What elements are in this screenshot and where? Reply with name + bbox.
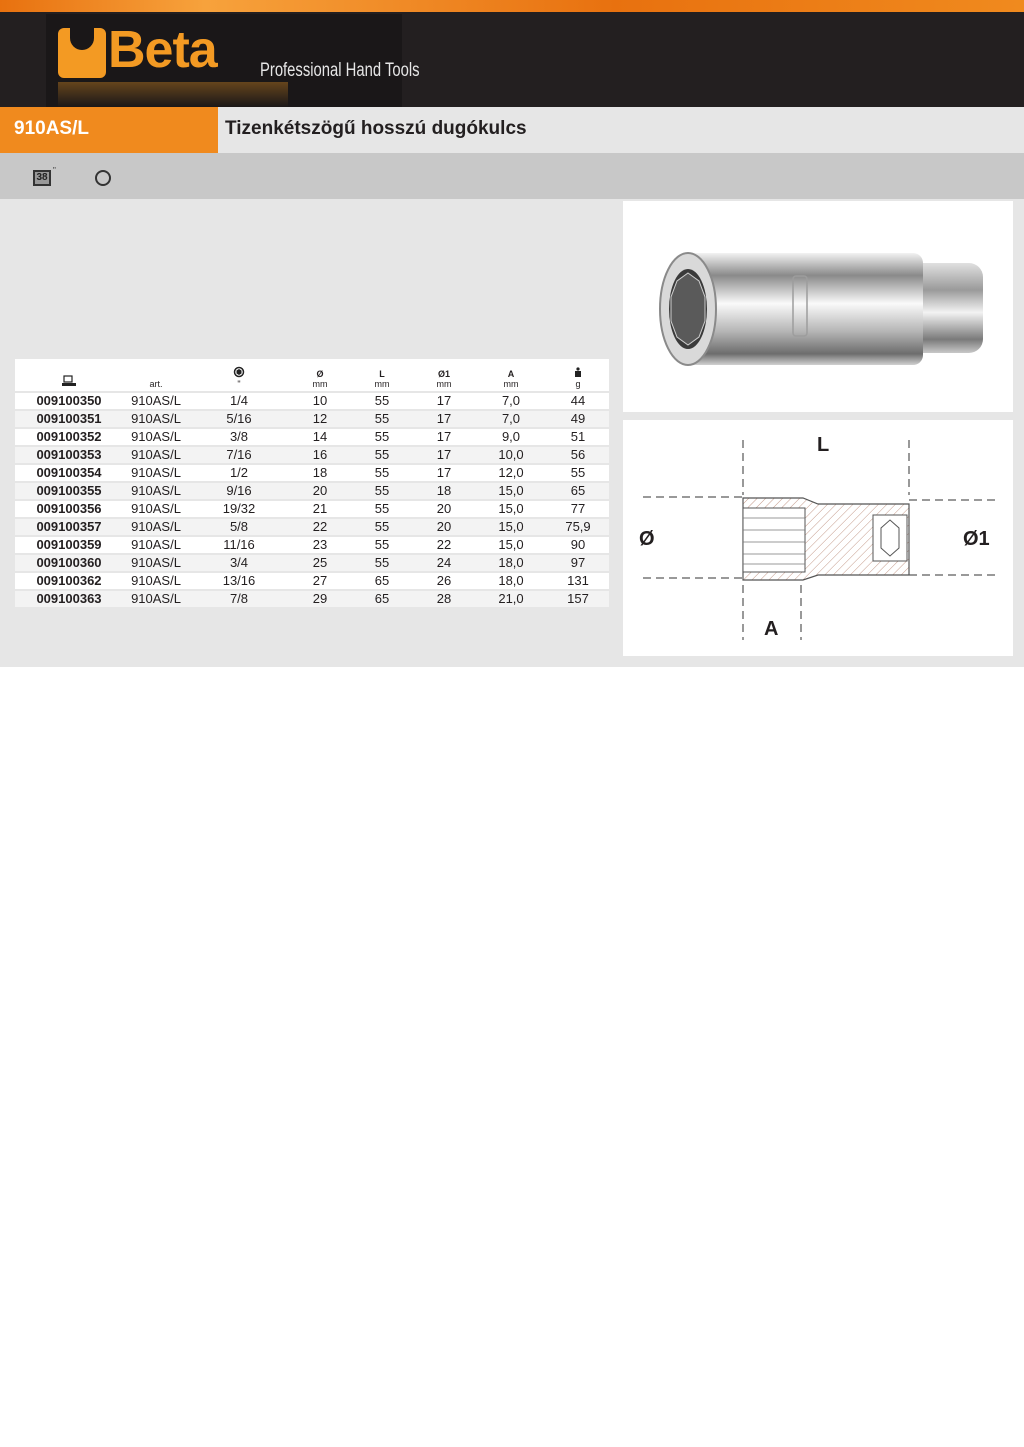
drive-inch-mark: " [53, 166, 56, 175]
table-cell: 44 [547, 392, 609, 410]
table-cell: 15,0 [475, 482, 547, 500]
table-cell: 55 [351, 464, 413, 482]
table-cell: 3/4 [189, 554, 289, 572]
table-cell: 18 [289, 464, 351, 482]
table-row [15, 518, 609, 536]
table-row [15, 428, 609, 446]
table-cell: 24 [413, 554, 475, 572]
table-cell: 009100354 [15, 464, 123, 482]
table-cell: 1/4 [189, 392, 289, 410]
col-drive-size: " [189, 359, 289, 392]
product-code-box [0, 107, 218, 153]
table-cell: 910AS/L [123, 500, 189, 518]
table-row [15, 590, 609, 607]
table-cell: 28 [413, 590, 475, 607]
drive-size-icon: 38 [33, 170, 51, 186]
table-cell: 12 [289, 410, 351, 428]
table-cell: 25 [289, 554, 351, 572]
table-cell: 131 [547, 572, 609, 590]
dim-label-l: L [817, 434, 830, 456]
reference-code-icon [61, 375, 77, 387]
table-cell: 21,0 [475, 590, 547, 607]
table-cell: 910AS/L [123, 590, 189, 607]
product-code: 910AS/L [14, 118, 89, 139]
table-cell: 97 [547, 554, 609, 572]
table-row [15, 536, 609, 554]
table-cell: 9,0 [475, 428, 547, 446]
table-cell: 55 [351, 428, 413, 446]
table-cell: 55 [547, 464, 609, 482]
table-cell: 17 [413, 446, 475, 464]
table-cell: 7,0 [475, 410, 547, 428]
table-cell: 13/16 [189, 572, 289, 590]
table-cell: 22 [289, 518, 351, 536]
dim-label-diameter1: Ø1 [963, 528, 990, 550]
brand-tagline: Professional Hand Tools [260, 60, 420, 81]
table-cell: 55 [351, 410, 413, 428]
table-row [15, 554, 609, 572]
table-cell: 10,0 [475, 446, 547, 464]
table-row [15, 482, 609, 500]
table-cell: 17 [413, 428, 475, 446]
table-cell: 65 [351, 590, 413, 607]
table-cell: 55 [351, 500, 413, 518]
table-cell: 1/2 [189, 464, 289, 482]
col-art: art. [123, 359, 189, 392]
brand-name: Beta [108, 21, 217, 79]
table-cell: 009100352 [15, 428, 123, 446]
table-cell: 15,0 [475, 500, 547, 518]
table-cell: 910AS/L [123, 410, 189, 428]
table-cell: 910AS/L [123, 428, 189, 446]
table-cell: 16 [289, 446, 351, 464]
table-cell: 009100350 [15, 392, 123, 410]
table-cell: 22 [413, 536, 475, 554]
table-cell: 009100362 [15, 572, 123, 590]
table-cell: 7,0 [475, 392, 547, 410]
table-cell: 009100360 [15, 554, 123, 572]
table-cell: 18 [413, 482, 475, 500]
product-title: Tizenkétszögű hosszú dugókulcs [225, 118, 527, 139]
table-cell: 009100351 [15, 410, 123, 428]
table-cell: 49 [547, 410, 609, 428]
table-cell: 009100353 [15, 446, 123, 464]
table-cell: 3/8 [189, 428, 289, 446]
table-cell: 11/16 [189, 536, 289, 554]
table-cell: 10 [289, 392, 351, 410]
table-cell: 157 [547, 590, 609, 607]
table-cell: 51 [547, 428, 609, 446]
table-cell: 12,0 [475, 464, 547, 482]
spec-table [15, 359, 609, 607]
product-photo-panel [623, 201, 1013, 412]
table-cell: 55 [351, 518, 413, 536]
bi-hex-profile-icon [95, 170, 111, 186]
col-a: A mm [475, 359, 547, 392]
table-cell: 7/8 [189, 590, 289, 607]
table-row [15, 446, 609, 464]
table-cell: 65 [547, 482, 609, 500]
socket-profile-icon [233, 367, 245, 377]
table-cell: 910AS/L [123, 446, 189, 464]
table-row [15, 464, 609, 482]
socket-photo [623, 201, 1013, 412]
icon-bar [0, 153, 1024, 199]
table-row [15, 392, 609, 410]
table-cell: 23 [289, 536, 351, 554]
table-cell: 14 [289, 428, 351, 446]
table-cell: 009100359 [15, 536, 123, 554]
top-orange-stripe [0, 0, 1024, 12]
table-cell: 65 [351, 572, 413, 590]
table-cell: 910AS/L [123, 392, 189, 410]
col-diameter: Ø mm [289, 359, 351, 392]
table-cell: 90 [547, 536, 609, 554]
table-cell: 5/16 [189, 410, 289, 428]
table-cell: 20 [413, 500, 475, 518]
table-cell: 9/16 [189, 482, 289, 500]
table-cell: 18,0 [475, 554, 547, 572]
table-row [15, 572, 609, 590]
wrench-logo-icon [58, 28, 106, 78]
table-cell: 77 [547, 500, 609, 518]
table-cell: 910AS/L [123, 572, 189, 590]
table-cell: 5/8 [189, 518, 289, 536]
table-cell: 55 [351, 554, 413, 572]
table-row [15, 500, 609, 518]
col-weight: g [547, 359, 609, 392]
col-reference [15, 359, 123, 392]
table-cell: 20 [413, 518, 475, 536]
table-cell: 55 [351, 392, 413, 410]
table-cell: 18,0 [475, 572, 547, 590]
table-cell: 910AS/L [123, 464, 189, 482]
table-cell: 56 [547, 446, 609, 464]
table-cell: 910AS/L [123, 536, 189, 554]
table-cell: 7/16 [189, 446, 289, 464]
dim-label-a: A [764, 618, 779, 640]
table-cell: 910AS/L [123, 518, 189, 536]
title-bar [0, 107, 1024, 153]
table-cell: 17 [413, 464, 475, 482]
dim-label-diameter: Ø [639, 528, 655, 550]
col-diameter1: Ø1 mm [413, 359, 475, 392]
table-cell: 55 [351, 536, 413, 554]
table-cell: 75,9 [547, 518, 609, 536]
weight-icon [574, 367, 582, 377]
table-cell: 009100356 [15, 500, 123, 518]
table-cell: 910AS/L [123, 554, 189, 572]
table-cell: 17 [413, 392, 475, 410]
table-cell: 26 [413, 572, 475, 590]
table-cell: 27 [289, 572, 351, 590]
table-cell: 009100357 [15, 518, 123, 536]
table-cell: 20 [289, 482, 351, 500]
header-bar [0, 12, 1024, 107]
table-cell: 009100355 [15, 482, 123, 500]
logo-reflection [58, 82, 288, 107]
table-cell: 55 [351, 482, 413, 500]
table-cell: 910AS/L [123, 482, 189, 500]
table-cell: 55 [351, 446, 413, 464]
table-cell: 19/32 [189, 500, 289, 518]
table-cell: 15,0 [475, 536, 547, 554]
col-length: L mm [351, 359, 413, 392]
table-header-row [15, 359, 609, 392]
table-cell: 17 [413, 410, 475, 428]
table-row [15, 410, 609, 428]
brand-logo [46, 14, 420, 107]
dimension-diagram-panel [623, 420, 1013, 656]
table-cell: 15,0 [475, 518, 547, 536]
table-cell: 21 [289, 500, 351, 518]
table-cell: 29 [289, 590, 351, 607]
table-cell: 009100363 [15, 590, 123, 607]
